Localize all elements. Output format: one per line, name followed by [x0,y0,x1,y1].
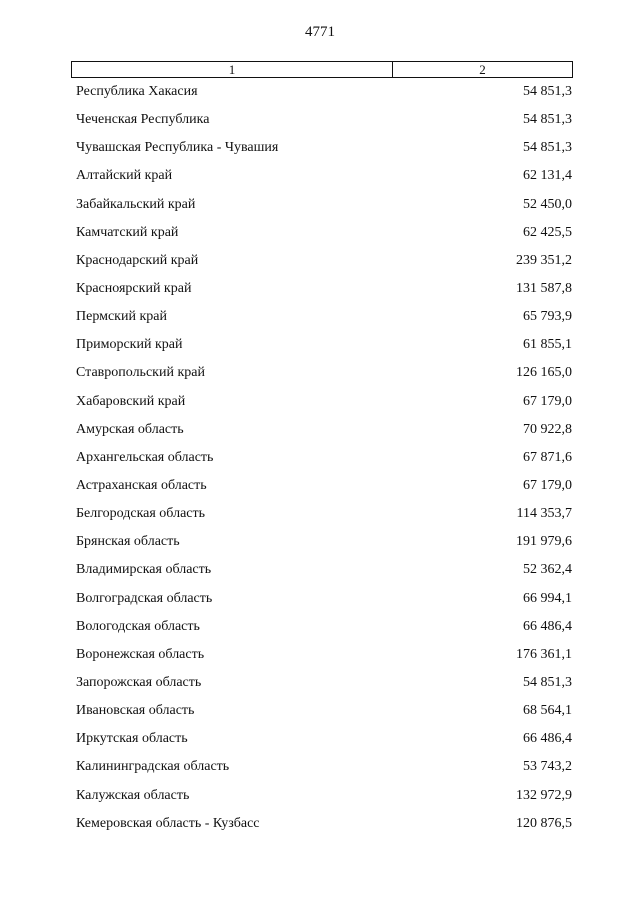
region-name: Приморский край [76,337,183,353]
region-value: 52 450,0 [523,196,572,212]
region-name: Вологодская область [76,618,200,634]
region-value: 52 362,4 [523,562,572,578]
region-name: Ивановская область [76,703,195,719]
table-row [76,646,572,674]
table-row [76,590,572,618]
page-number: 4771 [305,24,335,40]
table-row [76,196,572,224]
table-row [76,364,572,392]
table-row [76,618,572,646]
region-name: Республика Хакасия [76,84,198,99]
region-value: 67 871,6 [523,449,572,465]
region-value: 176 361,1 [516,646,572,662]
region-name: Пермский край [76,309,167,325]
region-value: 66 486,4 [523,618,572,634]
region-name: Краснодарский край [76,252,199,268]
region-name: Чувашская Республика - Чувашия [76,140,279,156]
region-value: 62 425,5 [523,224,572,240]
region-value: 66 994,1 [523,590,572,606]
region-name: Забайкальский край [76,196,196,212]
region-value: 68 564,1 [523,703,572,719]
table-row [76,477,572,505]
region-name: Брянская область [76,534,180,550]
table-row [76,815,572,843]
table-row [76,308,572,336]
table-row [76,533,572,561]
column-header-2: 2 [479,62,486,77]
region-name: Запорожская область [76,674,202,690]
region-value: 70 922,8 [523,421,572,437]
region-value: 132 972,9 [516,787,572,803]
column-header-1: 1 [72,62,393,77]
region-value: 126 165,0 [516,365,572,381]
region-value: 54 851,3 [523,112,572,128]
region-value: 114 353,7 [516,506,572,522]
region-name: Калужская область [76,787,190,803]
region-value: 120 876,5 [516,815,572,831]
region-name: Волгоградская область [76,590,213,606]
table-row [76,336,572,364]
region-value: 67 179,0 [523,477,572,493]
region-name: Амурская область [76,421,184,437]
table-row [76,167,572,195]
region-value: 53 743,2 [523,759,572,775]
table-row [76,224,572,252]
region-name: Алтайский край [76,168,173,184]
table-header [71,61,573,78]
region-name: Ставропольский край [76,365,205,381]
table-row [76,393,572,421]
region-value: 54 851,3 [523,84,572,99]
region-value: 131 587,8 [516,280,572,296]
table-row [76,674,572,702]
region-name: Кемеровская область - Кузбасс [76,815,260,831]
region-value: 54 851,3 [523,674,572,690]
region-value: 61 855,1 [523,337,572,353]
region-name: Белгородская область [76,506,206,522]
table-row [76,758,572,786]
table-row [76,787,572,815]
region-value: 54 851,3 [523,140,572,156]
table-row [76,702,572,730]
table-row [76,280,572,308]
region-value: 239 351,2 [516,252,572,268]
region-name: Иркутская область [76,731,188,747]
region-value: 65 793,9 [523,309,572,325]
region-name: Астраханская область [76,477,207,493]
region-name: Камчатский край [76,224,179,240]
table-body [76,83,572,843]
region-name: Красноярский край [76,280,192,296]
region-name: Хабаровский край [76,393,186,409]
region-value: 62 131,4 [523,168,572,184]
table-row [76,505,572,533]
region-value: 67 179,0 [523,393,572,409]
table-row [76,730,572,758]
table-row [76,421,572,449]
table-row [76,83,572,111]
region-name: Архангельская область [76,449,214,465]
region-name: Воронежская область [76,646,205,662]
region-value: 66 486,4 [523,731,572,747]
table-row [76,449,572,477]
region-name: Калининградская область [76,759,230,775]
region-name: Владимирская область [76,562,212,578]
table-row [76,139,572,167]
region-name: Чеченская Республика [76,112,210,128]
region-value: 191 979,6 [516,534,572,550]
table-row [76,561,572,589]
table-row [76,252,572,280]
table-row [76,111,572,139]
